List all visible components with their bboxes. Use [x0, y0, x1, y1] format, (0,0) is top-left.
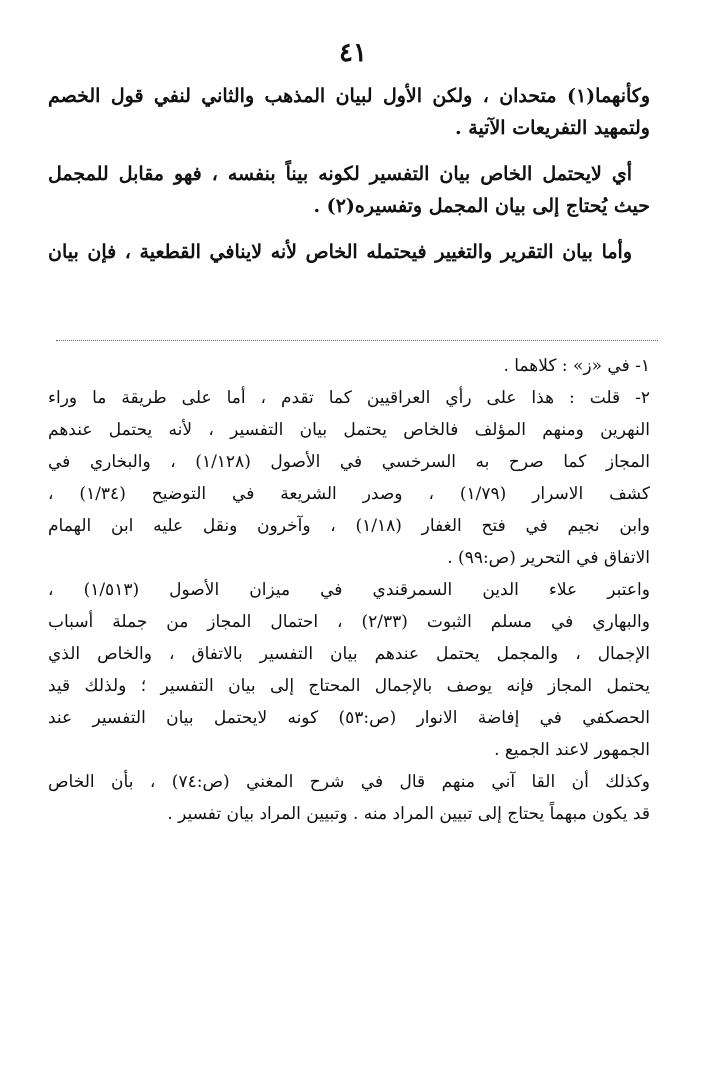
footnote-line: النهرين ومنهم المؤلف فالخاص يحتمل بيان التفسير ، لأنه يحتمل عندهم	[48, 420, 650, 440]
footnote-line: الحصكفي في إفاضة الانوار (ص:٥٣) كونه لايحتمل بيان التفسير عند	[48, 708, 650, 728]
footnote-line: الجمهور لاعند الجميع .	[494, 740, 650, 760]
footnote-line: واعتبر علاء الدين السمرقندي في ميزان الأصول (١/٥١٣) ،	[48, 580, 650, 600]
main-text	[48, 80, 650, 268]
footnote-line: الاتفاق في التحرير (ص:٩٩) .	[447, 548, 650, 568]
footnote-line: ١- في «ز» : كلاهما .	[503, 356, 650, 376]
footnote-separator	[56, 340, 658, 341]
footnote-line: وكذلك أن القا آني منهم قال في شرح المغني (ص:٧٤) ، بأن الخاص	[48, 772, 650, 792]
footnote-line: الإجمال ، والمجمل يحتمل عندهم بيان التفسير بالاتفاق ، والخاص الذي	[48, 644, 650, 664]
main-line: حيث يُحتاج إلى بيان المجمل وتفسيره(٢) .	[313, 195, 650, 217]
main-line: ولتمهيد التفريعات الآتية .	[455, 117, 650, 139]
footnotes	[48, 350, 650, 830]
footnote-line: وابن نجيم في فتح الغفار (١/١٨) ، وآخرون ونقل عليه ابن الهمام	[48, 516, 650, 536]
footnote-line: قد يكون مبهماً يحتاج إلى تبيين المراد منه . وتبيين المراد بيان تفسير .	[167, 804, 650, 824]
footnote-line: المجاز كما صرح به السرخسي في الأصول (١/١٢٨) ، والبخاري في	[48, 452, 650, 472]
footnote-line: والبهاري في مسلم الثبوت (٢/٣٣) ، احتمال المجاز من جملة أسباب	[48, 612, 650, 632]
footnote-line: ٢- قلت : هذا على رأي العراقيين كما تقدم ، أما على طريقة ما وراء	[48, 388, 650, 408]
main-line: وأما بيان التقرير والتغيير فيحتمله الخاص لأنه لاينافي القطعية ، فإن بيان	[48, 241, 632, 263]
main-line: أي لايحتمل الخاص بيان التفسير لكونه بيناً بنفسه ، فهو مقابل للمجمل	[48, 163, 632, 185]
main-line: وكأنهما(١) متحدان ، ولكن الأول لبيان المذهب والثاني لنفي قول الخصم	[48, 85, 650, 107]
footnote-line: كشف الاسرار (١/٧٩) ، وصدر الشريعة في التوضيح (١/٣٤) ،	[48, 484, 650, 504]
page-number: ٤١	[339, 38, 367, 68]
footnote-line: يحتمل المجاز فإنه يوصف بالإجمال المحتاج إلى بيان التفسير ؛ ولذلك قيد	[48, 676, 650, 696]
